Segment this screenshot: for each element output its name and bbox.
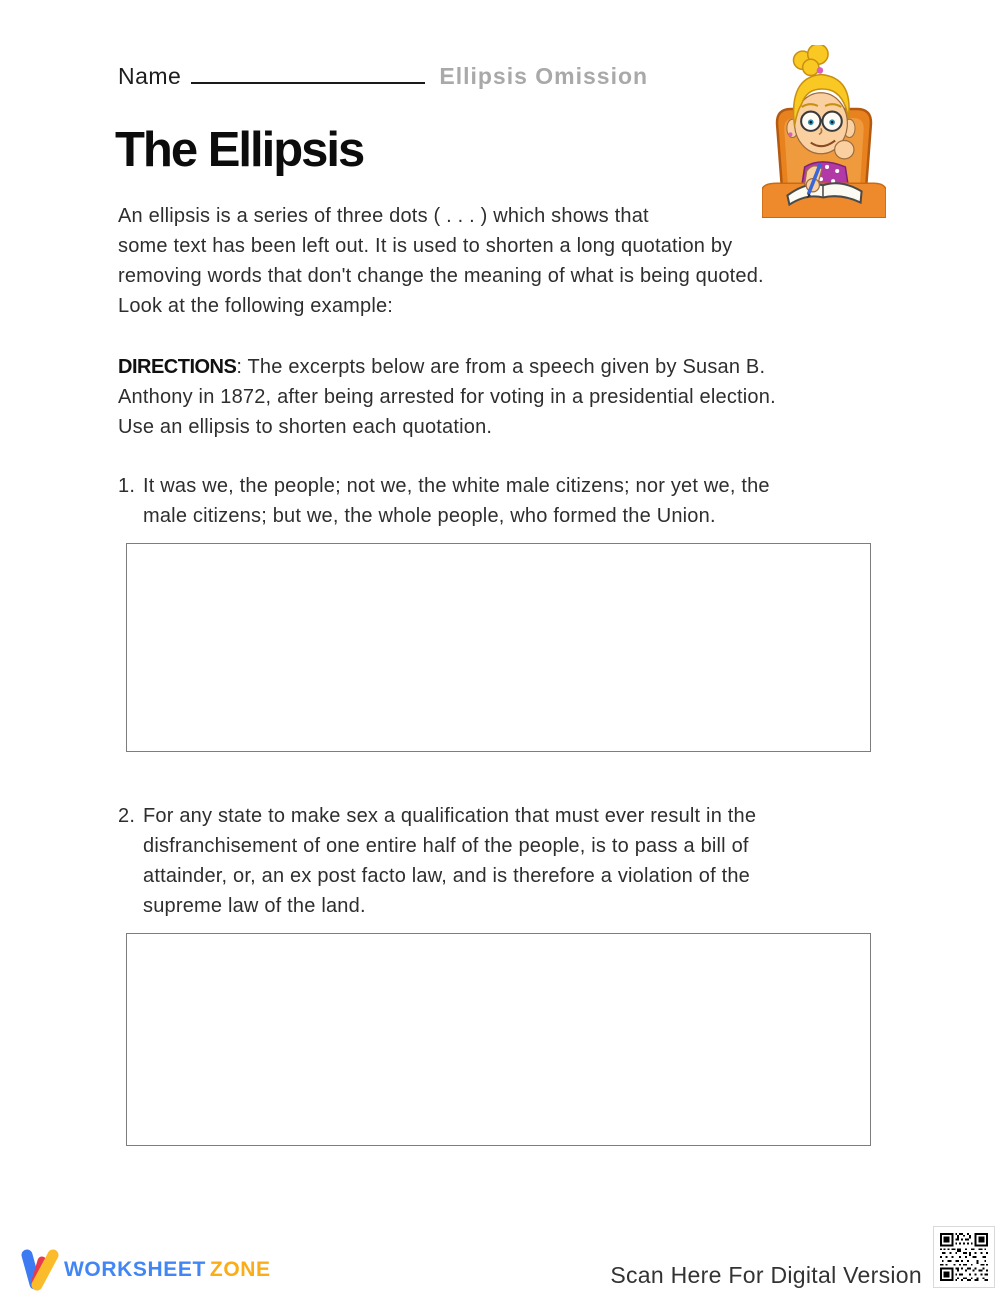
intro-line: An ellipsis is a series of three dots ( . . . ) which shows that — [118, 205, 649, 227]
question-1 — [118, 471, 770, 531]
directions-label: DIRECTIONS — [118, 356, 237, 378]
worksheet-subtitle: Ellipsis Omission — [439, 63, 649, 89]
page-title: The Ellipsis — [115, 123, 364, 177]
scan-here-text: Scan Here For Digital Version — [610, 1262, 922, 1288]
intro-paragraph — [118, 201, 764, 321]
question-line: attainder, or, an ex post facto law, and is therefore a violation of the — [143, 865, 750, 887]
directions-paragraph — [118, 352, 776, 442]
directions-line: Use an ellipsis to shorten each quotation. — [118, 416, 493, 438]
logo-w-icon — [20, 1248, 60, 1292]
answer-box-2[interactable] — [126, 933, 871, 1146]
question-line: disfranchisement of one entire half of the people, is to pass a bill of — [143, 835, 749, 857]
question-line: supreme law of the land. — [143, 895, 366, 917]
question-line: male citizens; but we, the whole people, who formed the Union. — [143, 505, 716, 527]
girl-writing-illustration — [762, 45, 886, 215]
question-text — [143, 801, 756, 921]
header — [118, 60, 648, 90]
directions-line-rest: : The excerpts below are from a speech given by Susan B. — [236, 356, 766, 378]
qr-code — [933, 1226, 995, 1288]
question-number: 2. — [118, 805, 136, 827]
question-line: It was we, the people; not we, the white male citizens; nor yet we, the — [143, 475, 770, 497]
girl-writing-icon — [762, 45, 886, 218]
directions-line: Anthony in 1872, after being arrested for voting in a presidential election. — [118, 386, 776, 408]
question-2 — [118, 801, 756, 921]
qr-code-icon — [936, 1229, 992, 1285]
name-label: Name — [118, 63, 182, 89]
logo-text-zone: ZONE — [209, 1258, 271, 1281]
worksheetzone-logo — [20, 1248, 271, 1292]
logo-text-worksheet: WORKSHEET — [64, 1258, 206, 1281]
intro-line: removing words that don't change the meaning of what is being quoted. — [118, 265, 764, 287]
answer-box-1[interactable] — [126, 543, 871, 752]
intro-line: some text has been left out. It is used to shorten a long quotation by — [118, 235, 733, 257]
intro-line: Look at the following example: — [118, 295, 394, 317]
logo-text — [64, 1258, 271, 1282]
question-number: 1. — [118, 475, 136, 497]
directions-line — [118, 352, 776, 382]
name-blank-line[interactable] — [191, 60, 425, 84]
question-text — [143, 471, 770, 531]
question-line: For any state to make sex a qualification that must ever result in the — [143, 805, 757, 827]
